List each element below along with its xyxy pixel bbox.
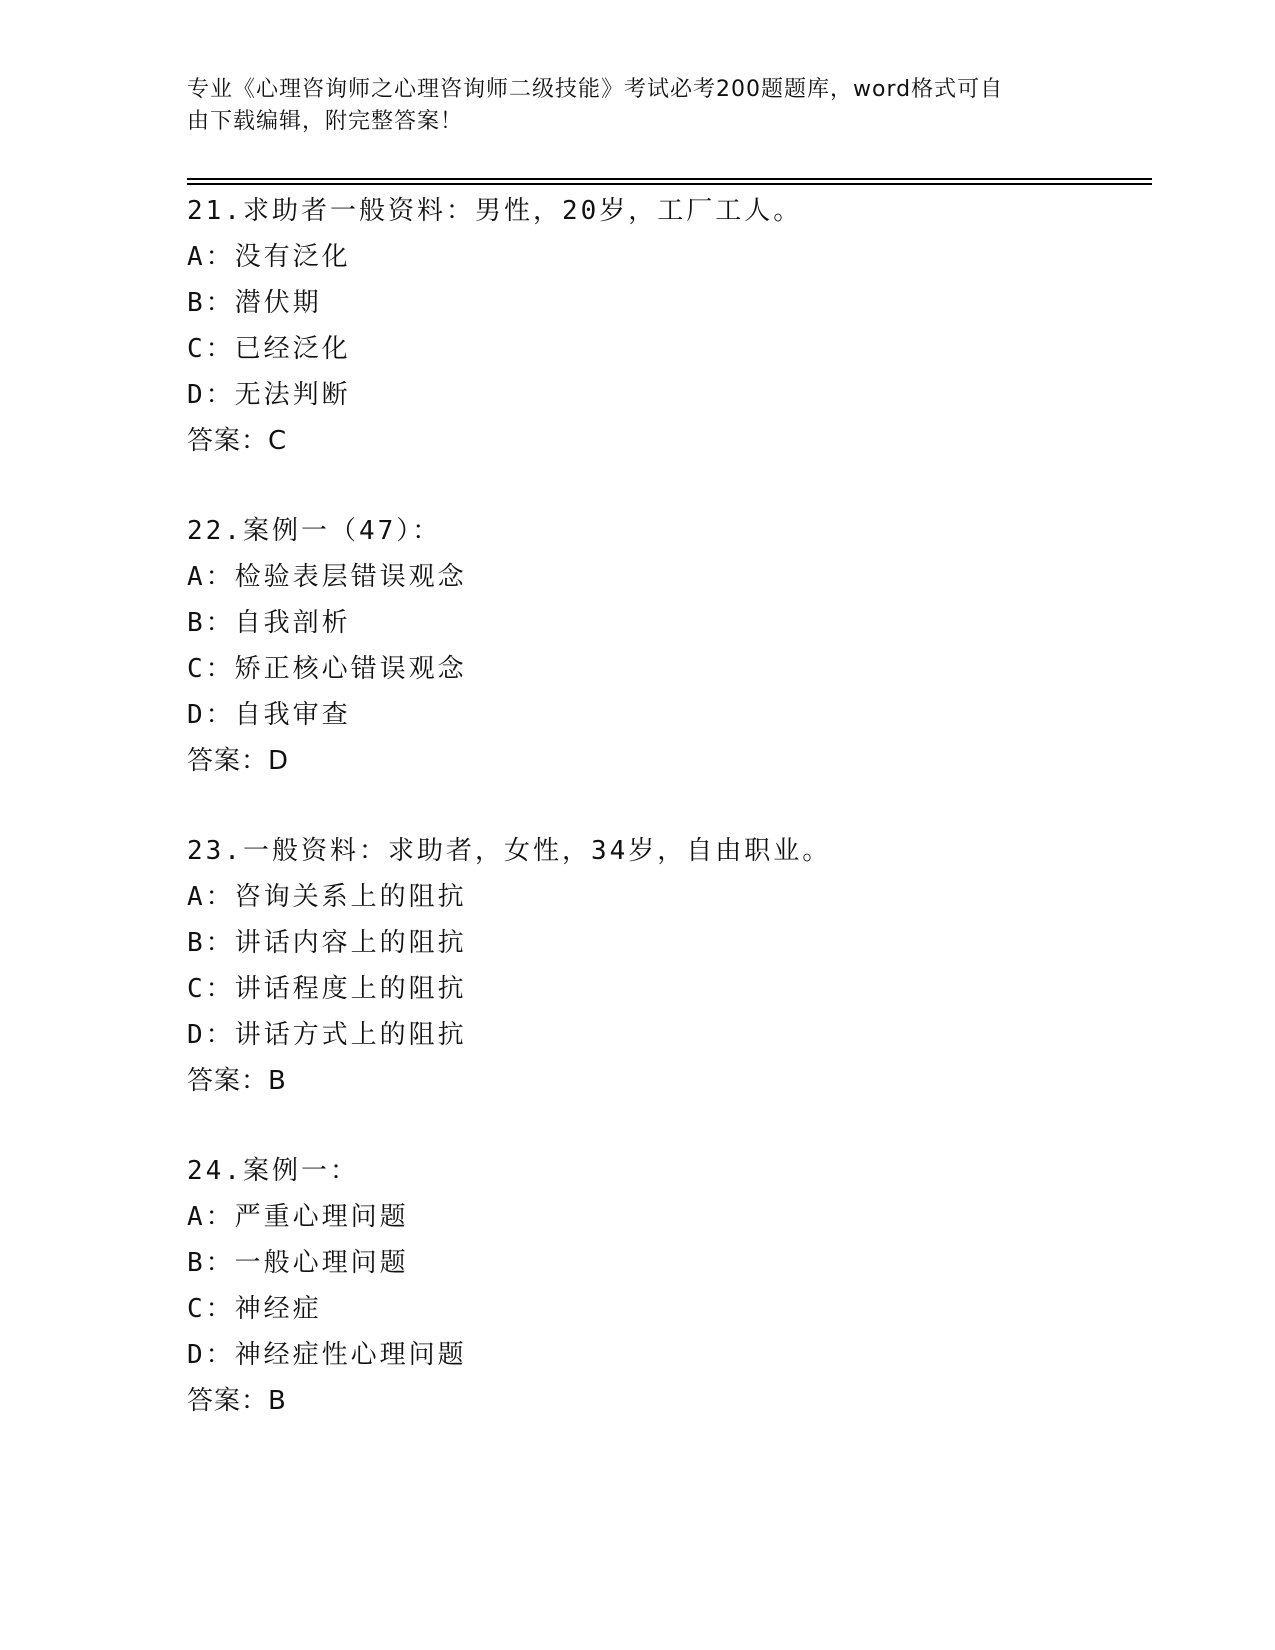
question-23 (187, 828, 1087, 1104)
option-b: B：讲话内容上的阻抗 (187, 928, 467, 958)
option-c: C：矫正核心错误观念 (187, 654, 467, 684)
answer: 答案：B (187, 1386, 287, 1416)
header-divider-top (187, 178, 1152, 180)
option-d: D：自我审查 (187, 700, 351, 730)
option-d: D：神经症性心理问题 (187, 1340, 467, 1370)
document-header (187, 74, 1067, 138)
option-c: C：神经症 (187, 1294, 322, 1324)
option-a: A：咨询关系上的阻抗 (187, 882, 467, 912)
option-a: A：严重心理问题 (187, 1202, 409, 1232)
question-stem: 22.案例一（47）： (187, 516, 442, 546)
header-line-2: 由下载编辑，附完整答案！ (187, 109, 464, 134)
option-c: C：已经泛化 (187, 334, 351, 364)
question-stem: 23.一般资料：求助者，女性，34岁，自由职业。 (187, 836, 832, 866)
question-21 (187, 188, 1087, 464)
answer: 答案：D (187, 746, 290, 776)
option-d: D：讲话方式上的阻抗 (187, 1020, 467, 1050)
answer: 答案：B (187, 1066, 287, 1096)
answer: 答案：C (187, 426, 288, 456)
option-d: D：无法判断 (187, 380, 351, 410)
option-a: A：检验表层错误观念 (187, 562, 467, 592)
question-stem: 21.求助者一般资料：男性，20岁，工厂工人。 (187, 196, 803, 226)
header-line-1: 专业《心理咨询师之心理咨询师二级技能》考试必考200题题库，word格式可自 (187, 77, 1004, 102)
question-24 (187, 1148, 1087, 1424)
question-22 (187, 508, 1087, 784)
option-b: B：潜伏期 (187, 288, 322, 318)
option-b: B：一般心理问题 (187, 1248, 409, 1278)
option-a: A：没有泛化 (187, 242, 351, 272)
header-divider-bottom (187, 183, 1152, 185)
option-c: C：讲话程度上的阻抗 (187, 974, 467, 1004)
question-stem: 24.案例一： (187, 1156, 359, 1186)
option-b: B：自我剖析 (187, 608, 351, 638)
